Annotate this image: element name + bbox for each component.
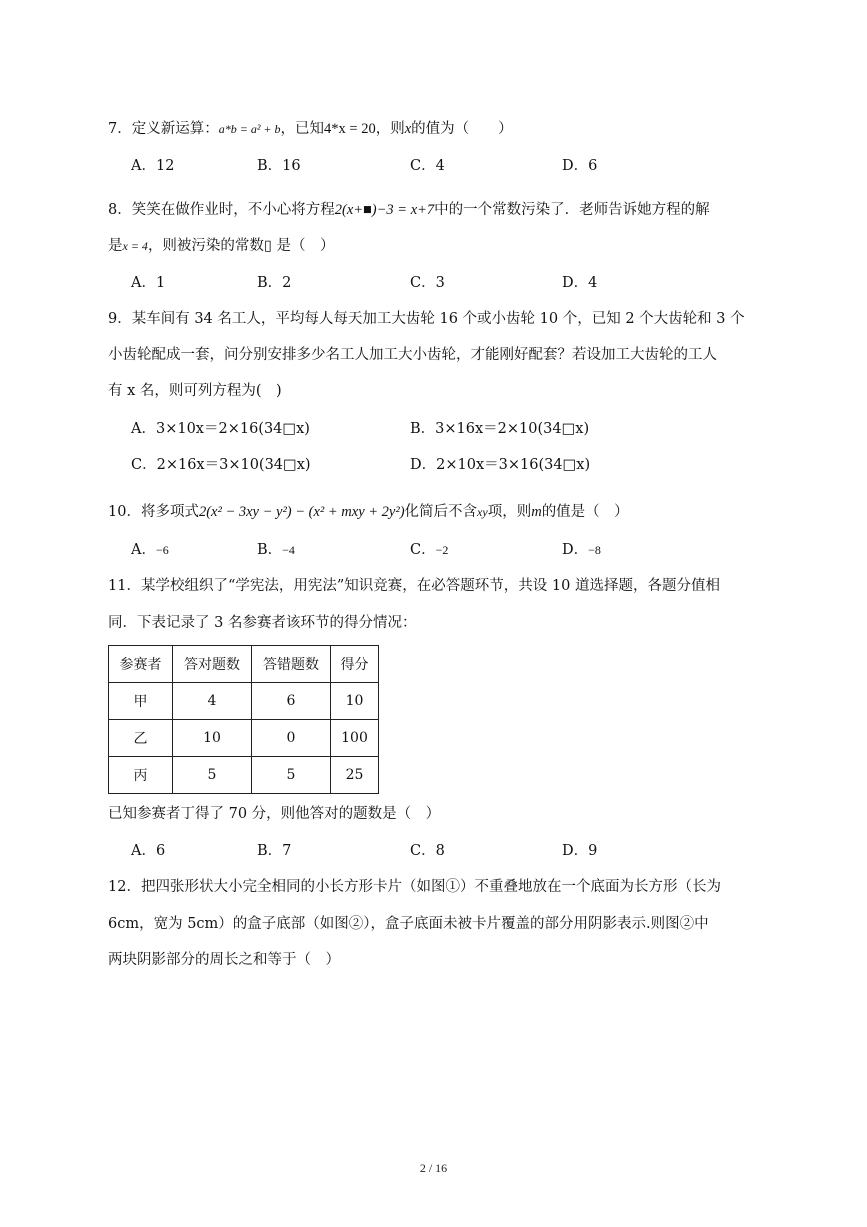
q7-option-c[interactable]: C．4 [410, 158, 445, 174]
table-cell: 0 [252, 720, 331, 757]
q7-option-a[interactable]: A．12 [131, 158, 175, 174]
q10-option-c[interactable]: C．−2 [410, 542, 449, 558]
q9-option-d[interactable]: D．2×10x＝3×16(34□x) [410, 457, 591, 473]
table-header: 得分 [331, 646, 379, 683]
q9-stem-line1: 9．某车间有 34 名工人，平均每人每天加工大齿轮 16 个或小齿轮 10 个，已知 2 个大齿轮和 3 个 [108, 311, 745, 327]
table-row [109, 757, 379, 794]
q11-stem-line2: 同．下表记录了 3 名参赛者该环节的得分情况： [108, 615, 417, 631]
q11-after-table: 已知参赛者丁得了 70 分，则他答对的题数是（ ） [108, 806, 441, 822]
q10-option-d[interactable]: D．−8 [562, 542, 601, 558]
table-cell: 10 [331, 683, 379, 720]
table-cell: 10 [173, 720, 252, 757]
q9-option-c[interactable]: C．2×16x＝3×10(34□x) [131, 457, 311, 473]
table-cell: 4 [173, 683, 252, 720]
table-cell: 丙 [109, 757, 173, 794]
q8-solution: x = 4 [122, 239, 148, 253]
q10-option-a[interactable]: A．−6 [131, 542, 169, 558]
q8-option-c[interactable]: C．3 [410, 275, 445, 291]
table-cell: 甲 [109, 683, 173, 720]
q7-given: 4*x = 20 [324, 121, 376, 137]
table-row [109, 683, 379, 720]
q7-stem: 7．定义新运算：a*b = a² + b，已知4*x = 20，则x的值为（ ） [108, 121, 513, 137]
table-header-row [109, 646, 379, 683]
table-cell: 100 [331, 720, 379, 757]
q12-stem-line3: 两块阴影部分的周长之和等于（ ） [108, 952, 340, 968]
q8-equation: 2(x+■)−3 = x+7 [334, 202, 435, 218]
q11-option-b[interactable]: B．7 [257, 843, 292, 859]
q7-option-b[interactable]: B．16 [257, 158, 301, 174]
table-cell: 5 [173, 757, 252, 794]
score-table [108, 645, 379, 794]
q10-polynomial: 2(x² − 3xy − y²) − (x² + mxy + 2y²) [198, 504, 405, 520]
table-header: 参赛者 [109, 646, 173, 683]
q7-formula: a*b = a² + b [218, 122, 281, 136]
q8-option-b[interactable]: B．2 [257, 275, 292, 291]
q8-option-d[interactable]: D．4 [562, 275, 598, 291]
q9-stem-line2: 小齿轮配成一套，问分别安排多少名工人加工大小齿轮，才能刚好配套？若设加工大齿轮的工人 [108, 347, 717, 363]
q9-stem-line3: 有 x 名，则可列方程为( ) [108, 383, 282, 399]
table-row [109, 720, 379, 757]
table-header: 答错题数 [252, 646, 331, 683]
q9-option-b[interactable]: B．3×16x＝2×10(34□x) [410, 421, 590, 437]
q12-stem-line1: 12．把四张形状大小完全相同的小长方形卡片（如图①）不重叠地放在一个底面为长方形（长为 [108, 879, 721, 895]
q9-option-a[interactable]: A．3×10x＝2×16(34□x) [131, 421, 310, 437]
q11-stem-line1: 11．某学校组织了“学宪法，用宪法”知识竞赛，在必答题环节，共设 10 道选择题，各题分值相 [108, 578, 720, 594]
table-cell: 乙 [109, 720, 173, 757]
q8-stem-line2: 是x = 4，则被污染的常数▯ 是（ ） [108, 238, 335, 254]
q7-number: 7． [108, 121, 132, 137]
q10-option-b[interactable]: B．−4 [257, 542, 295, 558]
q8-option-a[interactable]: A．1 [131, 275, 166, 291]
missing-glyph: ▯ [263, 238, 272, 254]
table-cell: 6 [252, 683, 331, 720]
q11-option-a[interactable]: A．6 [131, 843, 166, 859]
q12-stem-line2: 6cm，宽为 5cm）的盒子底部（如图②），盒子底面未被卡片覆盖的部分用阴影表示.则图②中 [108, 916, 709, 932]
q11-option-c[interactable]: C．8 [410, 843, 445, 859]
page-number: 2 / 16 [419, 1161, 448, 1175]
q11-option-d[interactable]: D．9 [562, 843, 598, 859]
table-cell: 25 [331, 757, 379, 794]
table-header: 答对题数 [173, 646, 252, 683]
table-cell: 5 [252, 757, 331, 794]
q7-option-d[interactable]: D．6 [562, 158, 598, 174]
q10-stem: 10．将多项式2(x² − 3xy − y²) − (x² + mxy + 2y²)化简后不含xy项，则m的值是（ ） [108, 504, 629, 520]
q8-stem-line1: 8．笑笑在做作业时，不小心将方程2(x+■)−3 = x+7中的一个常数污染了．老师告诉她方程的解 [108, 202, 710, 218]
